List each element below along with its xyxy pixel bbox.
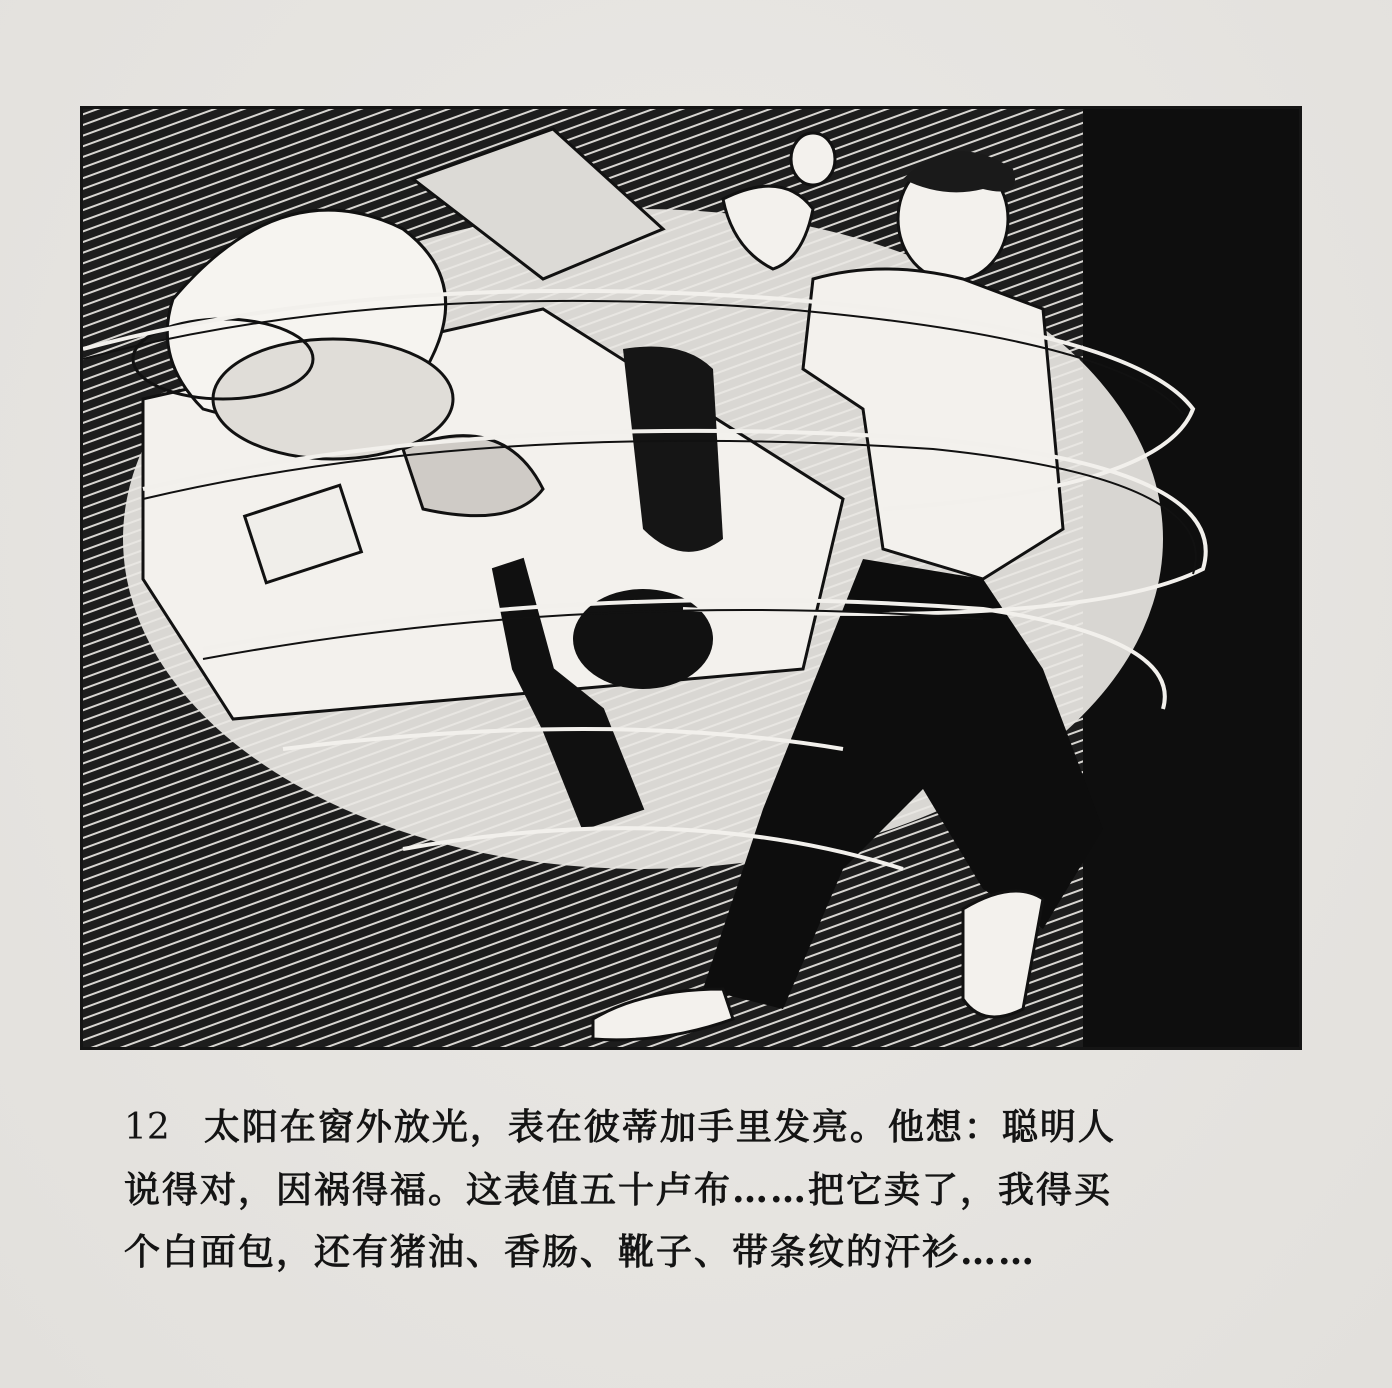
- illustration-panel: [80, 106, 1302, 1050]
- caption-line-1: 12 太阳在窗外放光，表在彼蒂加手里发亮。他想：聪明人: [124, 1106, 1116, 1148]
- caption-line-3: 个白面包，还有猪油、香肠、靴子、带条纹的汗衫……: [124, 1231, 1037, 1273]
- caption-text: [124, 1096, 1264, 1283]
- illustration: [83, 109, 1299, 1047]
- pocket-watch: [791, 133, 835, 185]
- bread-loaf: [213, 339, 453, 459]
- caption-line-2: 说得对，因祸得福。这表值五十卢布……把它卖了，我得买: [124, 1169, 1113, 1211]
- panel-number: 12: [124, 1107, 170, 1148]
